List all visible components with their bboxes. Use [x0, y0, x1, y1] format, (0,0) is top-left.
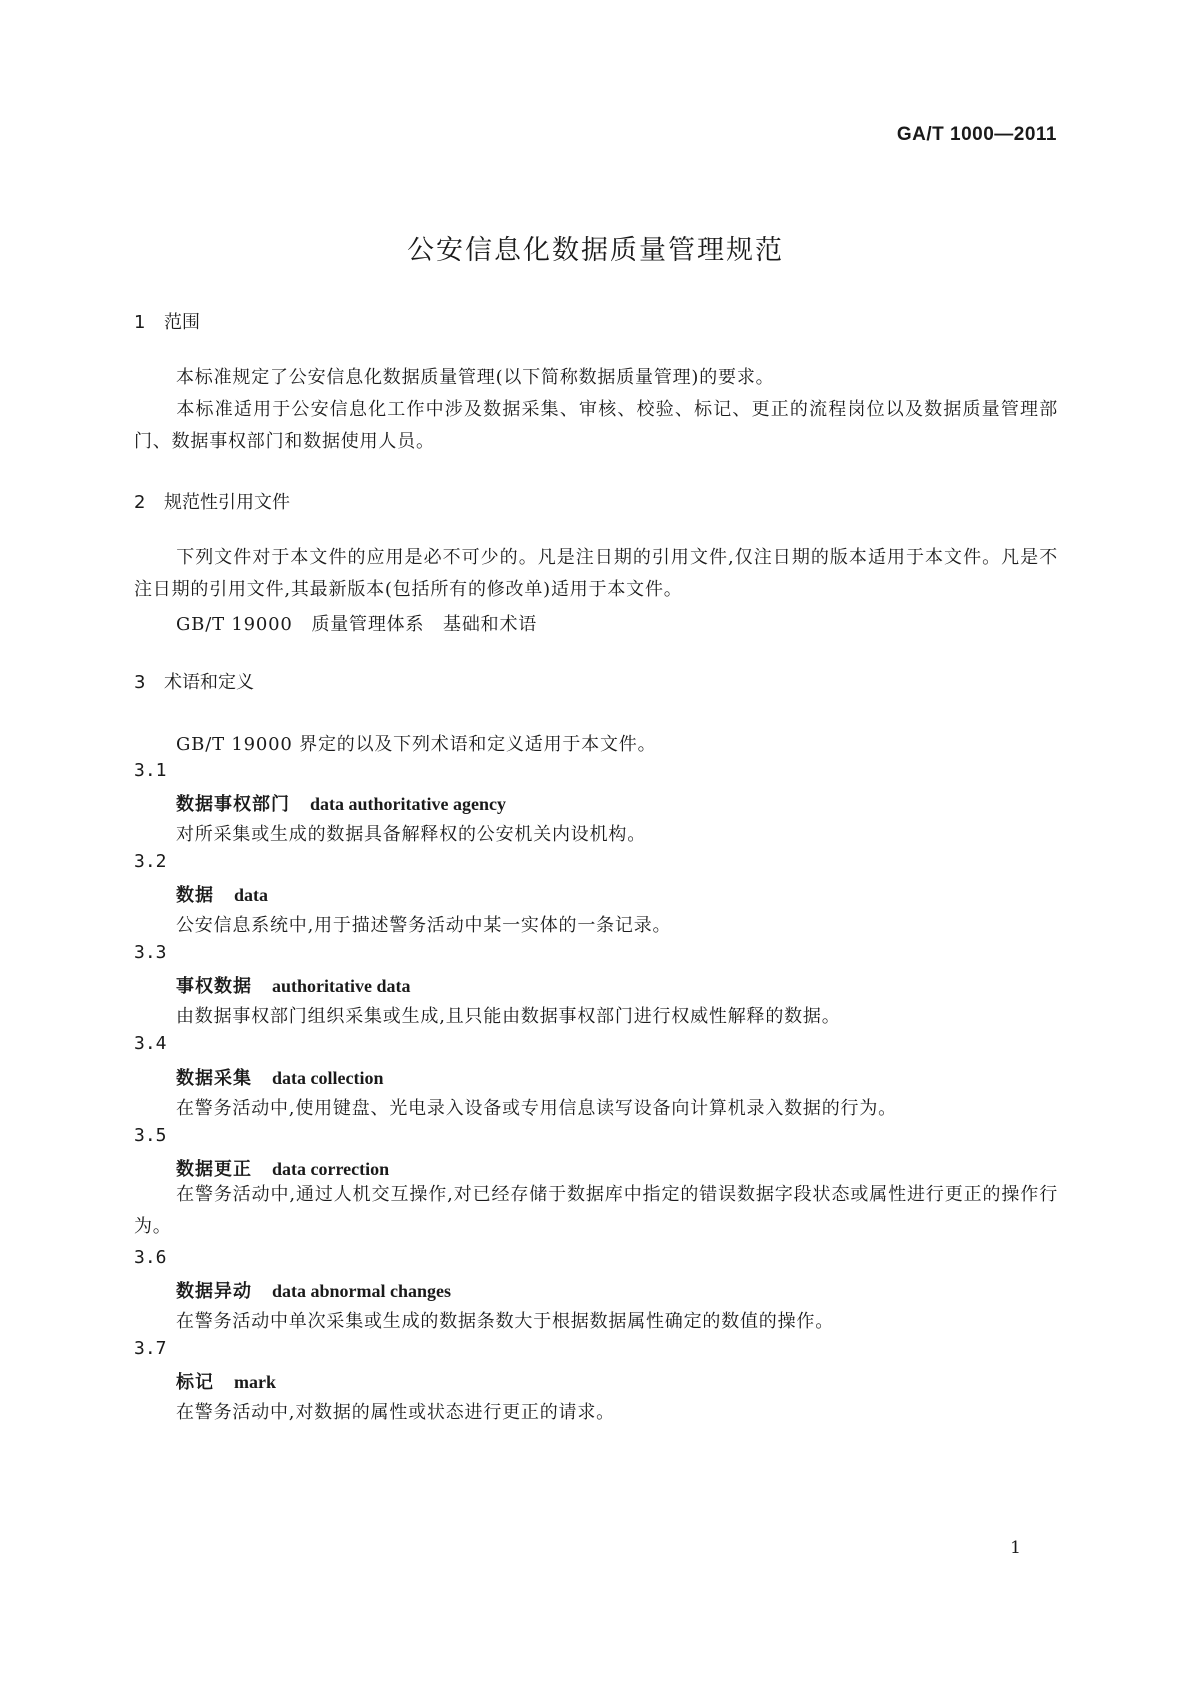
term-definition: 在警务活动中,通过人机交互操作,对已经存储于数据库中指定的错误数据字段状态或属性进行更正的操作行为。	[134, 1184, 1058, 1237]
section-number: 2	[134, 492, 146, 513]
term-entry	[176, 1277, 451, 1303]
section-title: 范围	[164, 312, 200, 333]
section-heading-2	[134, 488, 290, 514]
clause-number: 3.6	[134, 1247, 167, 1268]
term-definition: 在警务活动中,对数据的属性或状态进行更正的请求。	[176, 1402, 615, 1423]
term-definition: 在警务活动中单次采集或生成的数据条数大于根据数据属性确定的数值的操作。	[176, 1311, 834, 1332]
term-english: data correction	[272, 1159, 390, 1179]
term-chinese: 数据异动	[176, 1281, 252, 1302]
paragraph: 本标准适用于公安信息化工作中涉及数据采集、审核、校验、标记、更正的流程岗位以及数据质量管理部门、数据事权部门和数据使用人员。	[134, 399, 1058, 452]
term-entry	[176, 972, 411, 998]
term-chinese: 事权数据	[176, 976, 252, 997]
section-heading-1	[134, 308, 200, 334]
term-definition: 公安信息系统中,用于描述警务活动中某一实体的一条记录。	[176, 915, 672, 936]
term-entry	[176, 1368, 276, 1394]
term-english: data	[234, 885, 269, 905]
term-definition: 对所采集或生成的数据具备解释权的公安机关内设机构。	[176, 824, 646, 845]
term-english: mark	[234, 1372, 276, 1392]
term-entry	[176, 1155, 389, 1181]
clause-number: 3.5	[134, 1125, 167, 1146]
term-english: data collection	[272, 1068, 384, 1088]
paragraph: 下列文件对于本文件的应用是必不可少的。凡是注日期的引用文件,仅注日期的版本适用于本文件。凡是不注日期的引用文件,其最新版本(包括所有的修改单)适用于本文件。	[134, 547, 1058, 600]
page-number: 1	[1010, 1538, 1021, 1558]
term-definition: 由数据事权部门组织采集或生成,且只能由数据事权部门进行权威性解释的数据。	[176, 1006, 841, 1027]
term-chinese: 数据	[176, 885, 214, 906]
clause-number: 3.2	[134, 851, 167, 872]
section-heading-3	[134, 668, 254, 694]
section-number: 1	[134, 312, 146, 333]
term-english: data abnormal changes	[272, 1281, 452, 1301]
term-chinese: 数据更正	[176, 1159, 252, 1180]
term-definition: 在警务活动中,使用键盘、光电录入设备或专用信息读写设备向计算机录入数据的行为。	[176, 1098, 897, 1119]
term-chinese: 标记	[176, 1372, 214, 1393]
paragraph: 本标准规定了公安信息化数据质量管理(以下简称数据质量管理)的要求。	[176, 367, 775, 388]
section-title: 术语和定义	[164, 672, 254, 693]
section-title: 规范性引用文件	[164, 492, 290, 513]
term-english: authoritative data	[272, 976, 411, 996]
term-chinese: 数据采集	[176, 1068, 252, 1089]
section-number: 3	[134, 672, 146, 693]
term-english: data authoritative agency	[310, 794, 506, 814]
term-entry	[176, 790, 506, 816]
paragraph: GB/T 19000 界定的以及下列术语和定义适用于本文件。	[176, 734, 657, 755]
document-title: 公安信息化数据质量管理规范	[407, 235, 784, 266]
term-chinese: 数据事权部门	[176, 794, 290, 815]
clause-number: 3.3	[134, 942, 167, 963]
standard-number: GA/T 1000—2011	[896, 124, 1057, 145]
term-entry	[176, 1064, 383, 1090]
clause-number: 3.1	[134, 760, 167, 781]
normative-reference: GB/T 19000 质量管理体系 基础和术语	[176, 614, 538, 635]
term-entry	[176, 881, 268, 907]
clause-number: 3.7	[134, 1338, 167, 1359]
clause-number: 3.4	[134, 1033, 167, 1054]
